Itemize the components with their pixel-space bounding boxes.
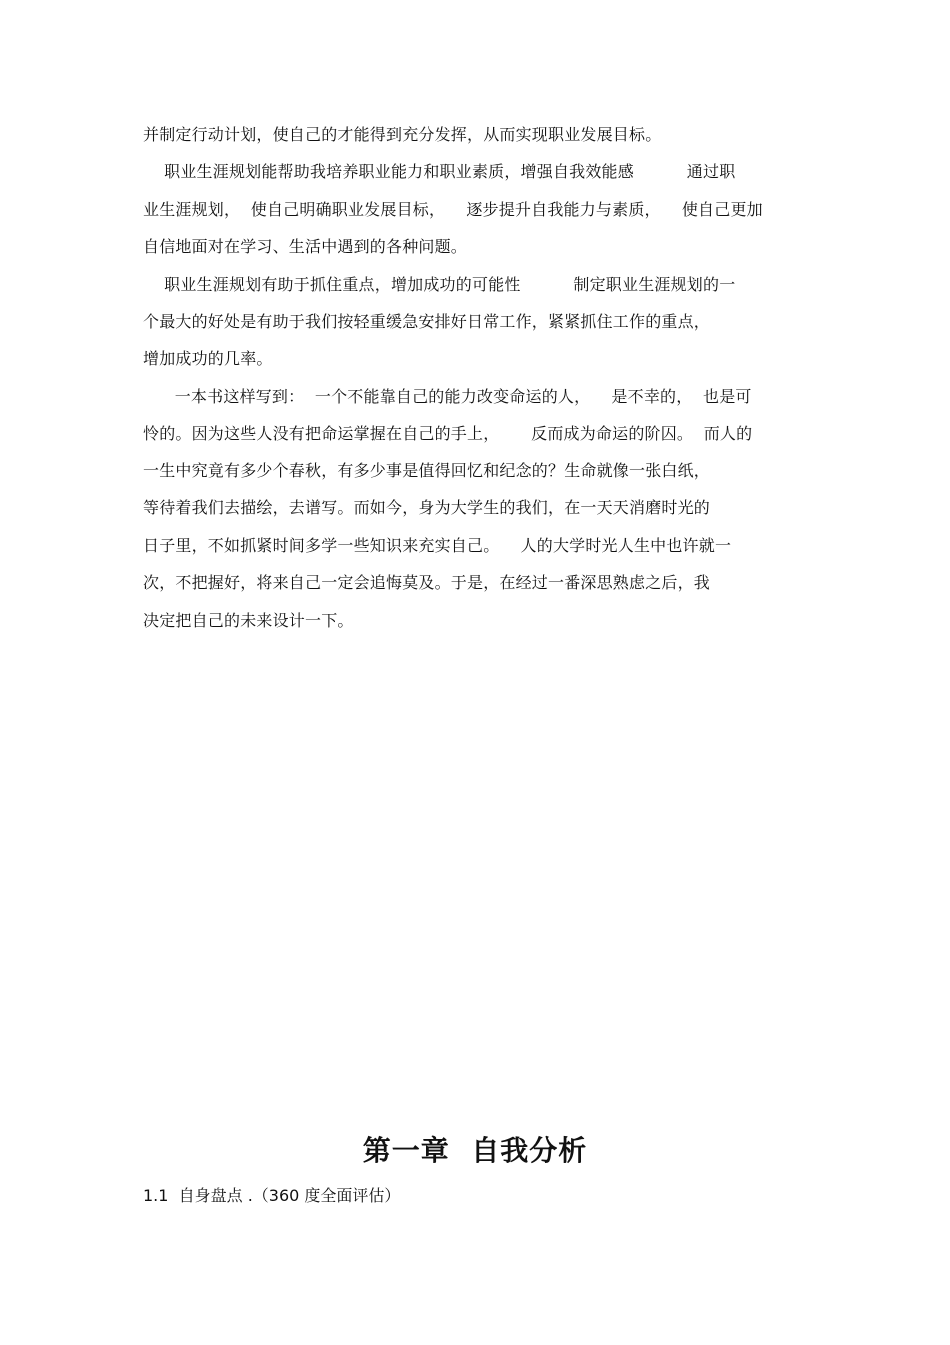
- paragraph-line: 决定把自己的未来设计一下。: [143, 611, 354, 630]
- paragraph-line: 自信地面对在学习、生活中遇到的各种问题。: [143, 237, 468, 256]
- paragraph-line: 职业生涯规划能帮助我培养职业能力和职业素质，增强自我效能感 通过职: [143, 162, 736, 181]
- paragraph-line: 次，不把握好，将来自己一定会追悔莫及。于是，在经过一番深思熟虑之后，我: [143, 573, 711, 592]
- paragraph-line: 职业生涯规划有助于抓住重点，增加成功的可能性 制定职业生涯规划的一: [143, 275, 736, 294]
- chapter-title: 第一章 自我分析: [362, 1134, 588, 1167]
- paragraph-line: 业生涯规划， 使自己明确职业发展目标， 逐步提升自我能力与素质， 使自己更加: [143, 200, 763, 219]
- paragraph-line: 并制定行动计划，使自己的才能得到充分发挥，从而实现职业发展目标。: [143, 125, 662, 144]
- paragraph-line: 怜的。因为这些人没有把命运掌握在自己的手上， 反而成为命运的阶囚。 而人的: [143, 424, 753, 443]
- paragraph-line: 日子里，不如抓紧时间多学一些知识来充实自己。 人的大学时光人生中也许就一: [143, 536, 732, 555]
- paragraph-line: 一生中究竟有多少个春秋，有多少事是值得回忆和纪念的？生命就像一张白纸，: [143, 461, 711, 480]
- paragraph-line: 等待着我们去描绘，去谱写。而如今，身为大学生的我们，在一天天消磨时光的: [143, 498, 711, 517]
- section-heading: 1.1 自身盘点 .（360 度全面评估）: [143, 1186, 401, 1205]
- paragraph-line: 增加成功的几率。: [143, 349, 273, 368]
- paragraph-line: 一本书这样写到： 一个不能靠自己的能力改变命运的人， 是不幸的， 也是可: [143, 387, 752, 406]
- paragraph-line: 个最大的好处是有助于我们按轻重缓急安排好日常工作，紧紧抓住工作的重点，: [143, 312, 711, 331]
